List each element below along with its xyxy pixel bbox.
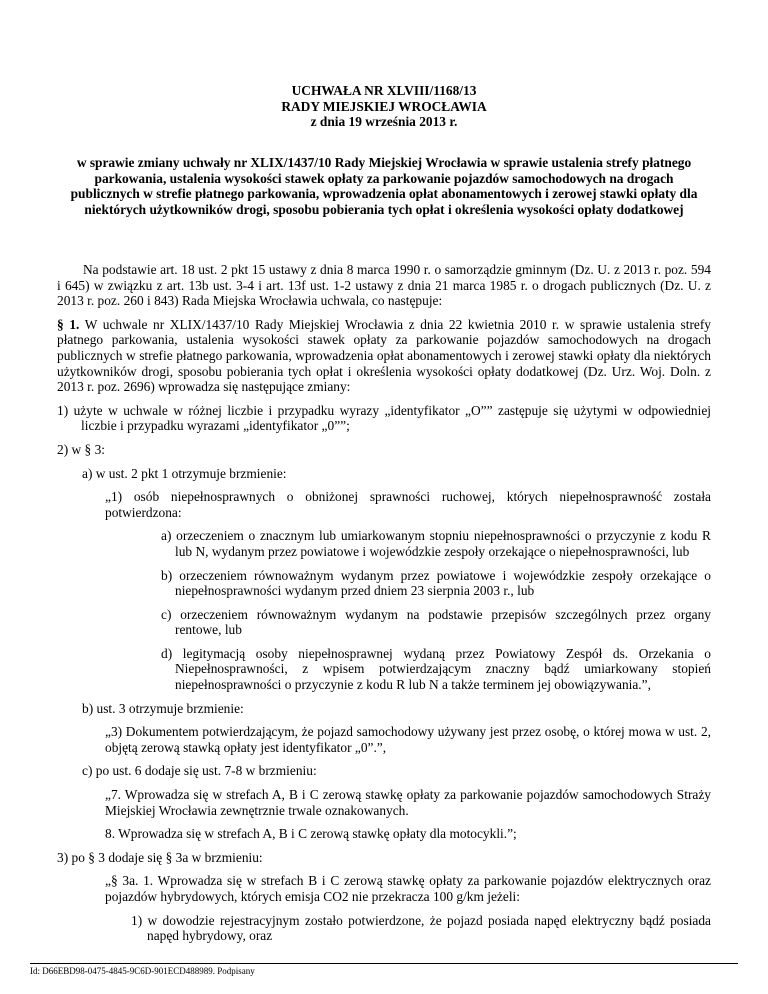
item-2b: b) ust. 3 otrzymuje brzmienie: bbox=[82, 700, 244, 716]
item-2c-7: „7. Wprowadza się w strefach A, B i C zerową stawkę opłaty za parkowanie pojazdów samochodowych Straży Miejskiej Wrocławia zewnętrznie trwale oznakowanych. bbox=[105, 787, 711, 818]
item-3: 3) po § 3 dodaje się § 3a w brzmieniu: bbox=[57, 849, 263, 865]
item-3-1: 1) w dowodzie rejestracyjnym zostało potwierdzone, że pojazd posiada napęd elektryczny bądź posiada napęd hybrydowy, oraz bbox=[131, 912, 711, 944]
section-1 bbox=[57, 317, 711, 395]
item-2c-8: 8. Wprowadza się w strefach A, B i C zerową stawkę opłaty dla motocykli.”; bbox=[105, 826, 517, 842]
document-body bbox=[57, 262, 711, 952]
item-1: 1) użyte w uchwale w różnej liczbie i przypadku wyrazy „identyfikator „O”” zastępuje się użytymi w odpowiedniej liczbie i przypadku wyrazami „identyfikator „0””; bbox=[57, 402, 711, 434]
footer-divider bbox=[30, 963, 738, 964]
section-1-text: W uchwale nr XLIX/1437/10 Rady Miejskiej Wrocławia z dnia 22 kwietnia 2010 r. w sprawie ustalenia strefy płatnego parkowania, ustalenia wysokości stawek opłaty za parkowanie pojazdów samochodowych na drogach publicznych w strefie płatnego parkowania, wprowadzenia opłat abonamentowych i zerowej stawki opłaty dla niektórych użytkowników drogi, sposobu pobierania tych opłat i określenia wysokości opłaty dodatkowej (Dz. Urz. Woj. Doln. z 2013 r. poz. 2696) wprowadza się następujące zmiany: bbox=[57, 316, 712, 395]
item-2b-quote: „3) Dokumentem potwierdzającym, że pojazd samochodowy używany jest przez osobę, o której mowa w ust. 2, objętą zerową stawką opłaty jest identyfikator „0”.”, bbox=[105, 724, 711, 755]
item-2a-b: b) orzeczeniem równoważnym wydanym przez powiatowe i wojewódzkie zespoły orzekające o niepełnosprawności wydanym przed dniem 23 sierpnia 2003 r., lub bbox=[161, 567, 711, 599]
resolution-date: z dnia 19 września 2013 r. bbox=[310, 114, 458, 129]
item-2a-a: a) orzeczeniem o znacznym lub umiarkowanym stopniu niepełnosprawności o przyczynie z kodu R lub N, wydanym przez powiatowe i wojewódzkie zespoły orzekające o niepełnosprawności, lub bbox=[161, 528, 711, 559]
resolution-number: UCHWAŁA NR XLVIII/1168/13 bbox=[291, 83, 477, 98]
preamble: Na podstawie art. 18 ust. 2 pkt 15 ustawy z dnia 8 marca 1990 r. o samorządzie gminnym (Dz. U. z 2013 r. poz. 594 i 645) w związku z art. 13b ust. 3-4 i art. 13f ust. 1-2 ustawy z dnia 21 marca 1985 r. o drogach publicznych (Dz. U. z 2013 r. poz. 260 i 843) Rada Miejska Wrocławia uchwala, co następuje: bbox=[57, 262, 711, 309]
item-2: 2) w § 3: bbox=[57, 441, 105, 457]
item-2a-quote: „1) osób niepełnosprawnych o obniżonej sprawności ruchowej, których niepełnosprawność została potwierdzona: bbox=[105, 489, 711, 520]
council-name: RADY MIEJSKIEJ WROCŁAWIA bbox=[281, 98, 487, 114]
document-id-footer: Id: D66EBD98-0475-4845-9C6D-901ECD488989. Podpisany bbox=[30, 966, 255, 976]
resolution-subject: w sprawie zmiany uchwały nr XLIX/1437/10 Rady Miejskiej Wrocławia w sprawie ustalenia strefy płatnego parkowania, ustalenia wysokości stawek opłaty za parkowanie pojazdów samochodowych na drogach publicznych w strefie płatnego parkowania, wprowadzenia opłat abonamentowych i zerowej stawki opłaty dla niektórych użytkowników drogi, sposobu pobierania tych opłat i określenia wysokości opłaty dodatkowej bbox=[70, 155, 698, 217]
item-2c: c) po ust. 6 dodaje się ust. 7-8 w brzmieniu: bbox=[82, 763, 317, 779]
item-2a: a) w ust. 2 pkt 1 otrzymuje brzmienie: bbox=[82, 465, 287, 481]
resolution-title bbox=[0, 83, 768, 130]
section-1-label: § 1. bbox=[57, 316, 80, 332]
item-2a-c: c) orzeczeniem równoważnym wydanym na podstawie przepisów szczególnych przez organy rentowe, lub bbox=[161, 606, 711, 638]
item-2a-d: d) legitymacją osoby niepełnosprawnej wydaną przez Powiatowy Zespół ds. Orzekania o Niepełnosprawności, z wpisem potwierdzającym znaczny bądź umiarkowany stopień niepełnosprawności o przyczynie z kodu R lub N a także terminem jej obowiązywania.”, bbox=[161, 645, 711, 693]
item-3-quote: „§ 3a. 1. Wprowadza się w strefach B i C zerową stawkę opłaty za parkowanie pojazdów elektrycznych oraz pojazdów hybrydowych, których emisja CO2 nie przekracza 100 g/km jeżeli: bbox=[105, 873, 711, 904]
